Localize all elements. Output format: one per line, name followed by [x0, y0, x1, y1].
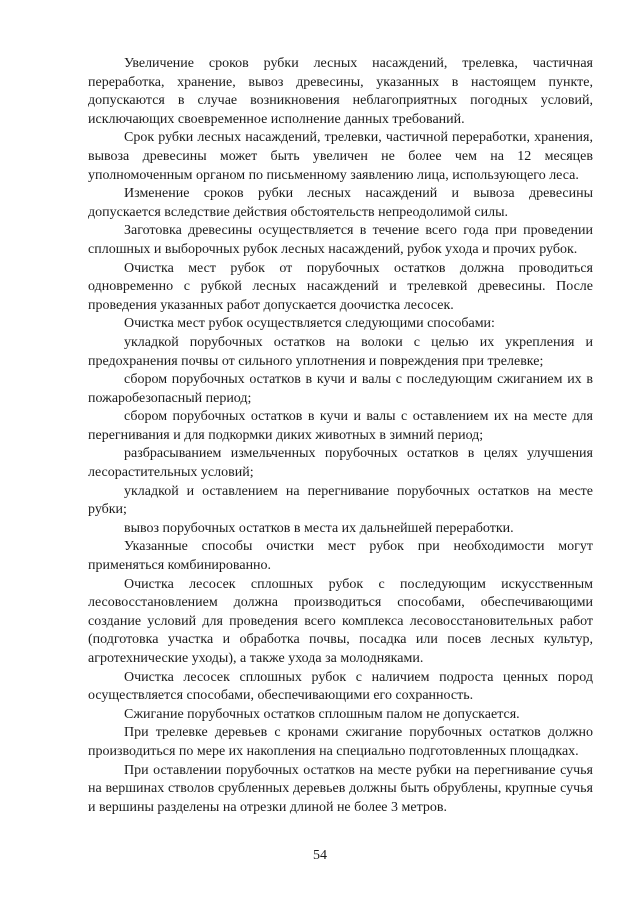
- paragraph: Увеличение сроков рубки лесных насаждений, трелевка, частичная переработка, хранение, вывоз древесины, указанных в настоящем пункте, допускаются в случае возникновения неблагоприятных погодных условий, исключающих своевременное исполнение данных требований.: [88, 56, 593, 127]
- paragraph: При трелевке деревьев с кронами сжигание порубочных остатков должно производиться по мере их накопления на специально подготовленных площадках.: [88, 725, 593, 759]
- paragraph: Заготовка древесины осуществляется в течение всего года при проведении сплошных и выборочных рубок лесных насаждений, рубок ухода и прочих рубок.: [88, 223, 593, 257]
- list-item: укладкой и оставлением на перегнивание порубочных остатков на месте рубки;: [88, 483, 593, 518]
- document-body: [88, 55, 593, 817]
- paragraph: Очистка лесосек сплошных рубок с наличием подроста ценных пород осуществляется способами, обеспечивающими его сохранность.: [88, 669, 593, 704]
- list-item: сбором порубочных остатков в кучи и валы с последующим сжиганием их в пожаробезопасный период;: [88, 372, 593, 406]
- paragraph: Сжигание порубочных остатков сплошным палом не допускается.: [124, 706, 520, 722]
- paragraph: Очистка мест рубок осуществляется следующими способами:: [124, 316, 495, 332]
- list-item: укладкой порубочных остатков на волоки с целью их укрепления и предохранения почвы от сильного уплотнения и повреждения при трелевке;: [88, 334, 593, 369]
- paragraph: Изменение сроков рубки лесных насаждений и вывоза древесины допускается вследствие действия обстоятельств непреодолимой силы.: [88, 186, 593, 220]
- paragraph: Очистка лесосек сплошных рубок с последующим искусственным лесовосстановлением должна производиться способами, обеспечивающими создание условий для проведения всего комплекса лесовосстановительных работ (подготовка участка и обработка почвы, посадка или посев лесных культур, агротехнические уходы), а также ухода за молодняками.: [88, 576, 593, 666]
- paragraph: Срок рубки лесных насаждений, трелевки, частичной переработки, хранения, вывоза древесины может быть увеличен не более чем на 12 месяцев уполномоченным органом по письменному заявлению лица, использующего леса.: [88, 130, 593, 183]
- list-item: сбором порубочных остатков в кучи и валы с оставлением их на месте для перегнивания и для подкормки диких животных в зимний период;: [88, 409, 593, 443]
- paragraph: При оставлении порубочных остатков на месте рубки на перегнивание сучья на вершинах стволов срубленных деревьев должны быть обрублены, крупные сучья и вершины разделены на отрезки длиной не более 3 метров.: [88, 762, 593, 815]
- paragraph: Указанные способы очистки мест рубок при необходимости могут применяться комбинированно.: [88, 539, 593, 574]
- list-item: разбрасыванием измельченных порубочных остатков в целях улучшения лесорастительных условий;: [88, 446, 593, 481]
- list-item: вывоз порубочных остатков в места их дальнейшей переработки.: [124, 520, 514, 536]
- page-number: 54: [313, 848, 327, 863]
- paragraph: Очистка мест рубок от порубочных остатков должна проводиться одновременно с рубкой лесных насаждений и трелевкой древесины. После проведения указанных работ допускается доочистка лесосек.: [88, 260, 593, 313]
